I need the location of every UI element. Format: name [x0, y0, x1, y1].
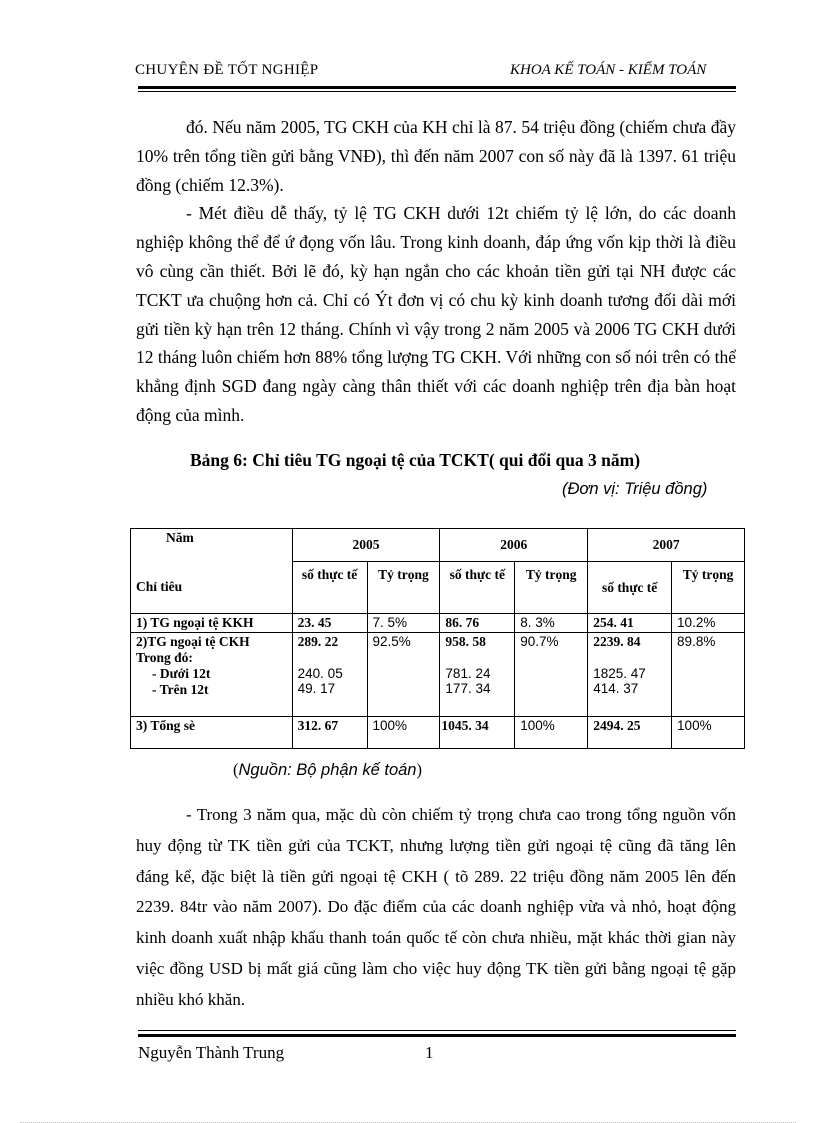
cell-over-12: 49. 17 — [297, 681, 336, 696]
year-2005: 2005 — [292, 529, 440, 562]
cell-share: 92.5% — [367, 633, 440, 717]
cell-share: 8. 3% — [515, 614, 588, 633]
table-row-total — [131, 717, 745, 749]
cell-share: 89.8% — [672, 633, 745, 717]
cell-under-12: 240. 05 — [297, 666, 343, 681]
cell-value — [292, 633, 367, 717]
col-share-2006: Tỷ trọng — [515, 562, 588, 614]
col-actual-2005: số thực tế — [292, 562, 367, 614]
table-source-text: Nguồn: Bộ phận kế toán — [238, 761, 417, 779]
footer-rule-thick — [138, 1034, 736, 1037]
cell-value — [440, 633, 515, 717]
cell-share: 100% — [367, 717, 440, 749]
row-label-main: 2)TG ngoại tệ CKH — [136, 634, 250, 649]
table-source: (Nguồn: Bộ phận kế toán) — [233, 760, 422, 779]
cell-share: 100% — [672, 717, 745, 749]
year-2007: 2007 — [588, 529, 745, 562]
cell-value: 1045. 34 — [440, 717, 515, 749]
table-row-kkh — [131, 614, 745, 633]
cell-share: 100% — [515, 717, 588, 749]
corner-indicator-label: Chỉ tiêu — [131, 562, 293, 614]
cell-over-12: 177. 34 — [445, 681, 491, 696]
cell-value: 86. 76 — [440, 614, 515, 633]
page-number: 1 — [425, 1043, 434, 1062]
paragraph-1: đó. Nếu năm 2005, TG CKH của KH chỉ là 87. 54 triệu đồng (chiếm chưa đầy 10% trên tổng tiền gửi bằng VNĐ), thì đến năm 2007 con số này đã là 1397. 61 triệu đồng (chiếm 12.3%). — [136, 117, 736, 195]
cell-value: 23. 45 — [292, 614, 367, 633]
body-bottom — [136, 800, 736, 1016]
table-row-ckh — [131, 633, 745, 717]
cell-total: 958. 58 — [445, 634, 486, 649]
table-title: Bảng 6: Chỉ tiêu TG ngoại tệ của TCKT( qui đổi qua 3 năm) — [190, 450, 641, 470]
cell-share: 90.7% — [515, 633, 588, 717]
paragraph-3: - Trong 3 năm qua, mặc dù còn chiếm tỷ trọng chưa cao trong tổng nguồn vốn huy động từ TK tiền gửi của TCKT, nhưng lượng tiền gửi ngoại tệ cũng đã tăng lên đáng kể, đặc biệt là tiền gửi ngoại tệ CKH ( tõ 289. 22 triệu đồng năm 2005 lên đến 2239. 84tr vào năm 2007). Do đặc điểm của các doanh nghiệp vừa và nhỏ, hoạt động kinh doanh xuất nhập khẩu thanh toán quốc tế còn chưa nhiều, mặt khác thời gian này việc đồng USD bị mất giá cũng làm cho việc huy động TK tiền gửi bằng ngoại tệ gặp nhiều khó khăn. — [136, 805, 736, 1009]
col-actual-2006: số thực tế — [440, 562, 515, 614]
row-label-over-12: - Trên 12t — [152, 682, 209, 697]
col-share-2005: Tỷ trọng — [367, 562, 440, 614]
body-top — [136, 113, 736, 430]
cell-value: 254. 41 — [588, 614, 672, 633]
cell-value: 312. 67 — [292, 717, 367, 749]
col-share-2007: Tỷ trọng — [672, 562, 745, 614]
header-rule-thick — [138, 86, 736, 89]
paragraph-2: - Mét điều dễ thấy, tỷ lệ TG CKH dưới 12t chiếm tỷ lệ lớn, do các doanh nghiệp không thể để ứ đọng vốn lâu. Trong kinh doanh, đáp ứng vốn kịp thời là điều vô cùng cần thiết. Bởi lẽ đó, kỳ hạn ngắn cho các khoản tiền gửi tại NH được các TCKT ưa chuộng hơn cả. Chỉ có Ýt đơn vị có chu kỳ kinh doanh tương đối dài mới gửi tiền kỳ hạn trên 12 tháng. Chính vì vậy trong 2 năm 2005 và 2006 TG CKH dưới 12 tháng luôn chiếm hơn 88% tổng lượng TG CKH. Với những con số nói trên có thể khẳng định SGD đang ngày càng thân thiết với các doanh nghiệp trên địa bàn hoạt động của mình. — [136, 203, 736, 425]
header-right: KHOA KẾ TOÁN - KIỂM TOÁN — [510, 62, 707, 78]
footer-author: Nguyễn Thành Trung — [138, 1043, 285, 1062]
row-label-under-12: - Dưới 12t — [152, 666, 211, 681]
row-label — [131, 633, 293, 717]
row-label-sub: Trong đó: — [136, 650, 193, 665]
row-label: 1) TG ngoại tệ KKH — [131, 614, 293, 633]
cell-under-12: 1825. 47 — [593, 666, 646, 681]
cell-share: 7. 5% — [367, 614, 440, 633]
year-2006: 2006 — [440, 529, 588, 562]
header-rule-thin — [138, 91, 736, 92]
footer-rule-thin — [138, 1030, 736, 1031]
cell-share: 10.2% — [672, 614, 745, 633]
cell-over-12: 414. 37 — [593, 681, 639, 696]
cell-value: 2494. 25 — [588, 717, 672, 749]
cell-under-12: 781. 24 — [445, 666, 491, 681]
cell-value — [588, 633, 672, 717]
table-unit: (Đơn vị: Triệu đồng) — [562, 480, 708, 498]
foreign-deposit-table — [130, 528, 745, 749]
corner-year-label: Năm — [131, 529, 293, 562]
cell-total: 2239. 84 — [593, 634, 641, 649]
header-left: CHUYÊN ĐỀ TỐT NGHIỆP — [135, 62, 319, 78]
cell-total: 289. 22 — [297, 634, 339, 649]
row-label: 3) Tổng sè — [131, 717, 293, 749]
col-actual-2007: số thực tế — [588, 562, 672, 614]
